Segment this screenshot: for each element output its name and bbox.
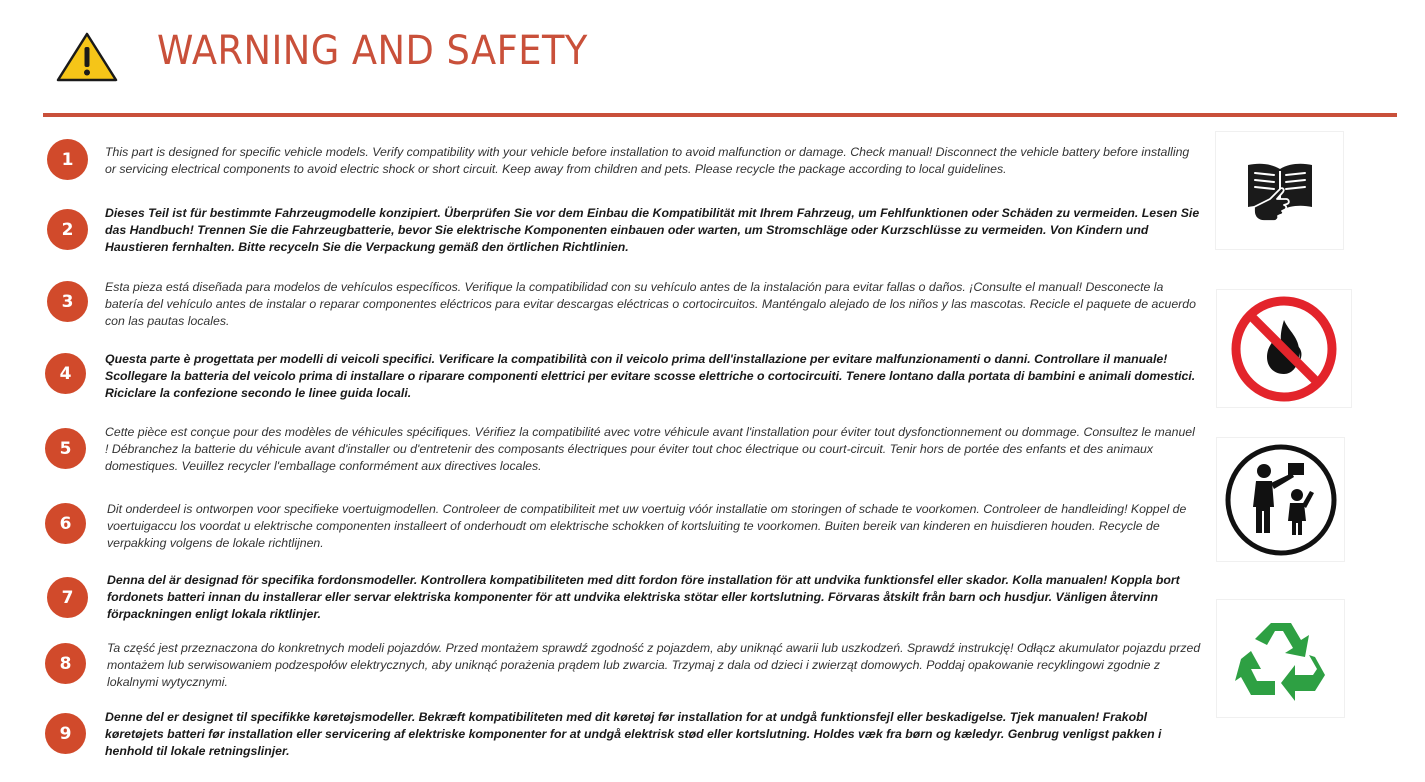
keep-away-from-children-icon [1222, 441, 1340, 559]
item-number-badge: 8 [45, 643, 86, 684]
read-manual-icon-box [1216, 132, 1343, 249]
header [0, 0, 1425, 118]
item-number-badge: 1 [47, 139, 88, 180]
item-text: Cette pièce est conçue pour des modèles de véhicules spécifiques. Vérifiez la compatibilité avec votre véhicule avant l'installation pour éviter tout dysfonctionnement ou dommage. Consultez le manuel ! Débranchez la batterie du véhicule avant d'installer ou d'entretenir des composants électriques pour éviter tout choc électrique ou court-circuit. Tenir hors de portée des enfants et des animaux domestiques. Veuillez recycler l'emballage conformément aux directives locales. [105, 425, 1195, 473]
no-fire-icon-box [1217, 290, 1351, 407]
item-text: Denna del är designad för specifika fordonsmodeller. Kontrollera kompatibiliteten med ditt fordon före installation för att undvika funktionsfel eller skador. Kolla manualen! Koppla bort fordonets batteri innan du installerar eller servar elektriska komponenter för att undvika elektriska stötar eller kortslutning. Förvaras åtskilt från barn och husdjur. Vänligen återvinn förpackningen enligt lokala riktlinjer. [107, 573, 1180, 621]
recycle-icon [1233, 615, 1329, 703]
item-text: Denne del er designet til specifikke køretøjsmodeller. Bekræft kompatibiliteten med dit køretøj før installation for at undgå funktionsfejl eller beskadigelse. Tjek manualen! Frakobl køretøjets batteri før installation eller servicering af elektriske komponenter for at undgå elektrisk stød eller kortslutning. Holdes væk fra børn og kæledyr. Genbrug venligst pakken i henhold til lokale retningslinjer. [105, 710, 1162, 758]
item-text: This part is designed for specific vehicle models. Verify compatibility with your vehicle before installation to avoid malfunction or damage. Check manual! Disconnect the vehicle battery before installing or servicing electrical components to avoid electric shock or short circuit. Keep away from children and pets. Please recycle the package according to local guidelines. [105, 145, 1190, 176]
item-number-badge: 5 [45, 428, 86, 469]
recycle-icon-box [1217, 600, 1344, 717]
item-number-badge: 7 [47, 577, 88, 618]
no-fire-icon [1229, 294, 1339, 404]
item-text: Questa parte è progettata per modelli di veicoli specifici. Verificare la compatibilità con il veicolo prima dell'installazione per evitare malfunzionamenti o danni. Controllare il manuale! Scollegare la batteria del veicolo prima di installare o riparare componenti elettrici per evitare scosse elettriche o cortocircuiti. Tenere lontano dalla portata di bambini e animali domestici. Riciclare la confezione secondo le linee guida locali. [105, 352, 1196, 400]
item-text: Esta pieza está diseñada para modelos de vehículos específicos. Verifique la compatibilidad con su vehículo antes de la instalación para evitar fallas o daños. ¡Consulte el manual! Desconecte la batería del vehículo antes de instalar o reparar componentes eléctricos para evitar descargas eléctricas o cortocircuitos. Manténgalo alejado de los niños y las mascotas. Recicle el paquete de acuerdo con las pautas locales. [105, 280, 1196, 328]
warning-icon-box [48, 23, 126, 91]
item-number-badge: 4 [45, 353, 86, 394]
item-text: Dieses Teil ist für bestimmte Fahrzeugmodelle konzipiert. Überprüfen Sie vor dem Einbau die Kompatibilität mit Ihrem Fahrzeug, um Fehlfunktionen oder Schäden zu vermeiden. Lesen Sie das Handbuch! Trennen Sie die Fahrzeugbatterie, bevor Sie elektrische Komponenten einbauen oder warten, um Stromschläge oder Kurzschlüsse zu vermeiden. Von Kindern und Haustieren fernhalten. Bitte recyceln Sie die Verpackung gemäß den örtlichen Richtlinien. [105, 206, 1200, 254]
item-number-badge: 9 [45, 713, 86, 754]
keep-away-from-children-icon-box [1217, 438, 1344, 561]
warning-triangle-icon [55, 31, 119, 83]
item-number-badge: 3 [47, 281, 88, 322]
item-text: Dit onderdeel is ontworpen voor specifieke voertuigmodellen. Controleer de compatibiliteit met uw voertuig vóór installatie om storingen of schade te voorkomen. Controleer de handleiding! Koppel de voertuigaccu los voordat u elektrische componenten installeert of onderhoudt om elektrische schokken of kortsluiting te voorkomen. Buiten bereik van kinderen en huisdieren houden. Recycle de verpakking volgens de lokale richtlijnen. [107, 502, 1187, 550]
page-title: WARNING AND SAFETY [157, 28, 588, 74]
read-manual-icon [1240, 151, 1320, 231]
header-divider [43, 113, 1397, 117]
item-number-badge: 6 [45, 503, 86, 544]
item-number-badge: 2 [47, 209, 88, 250]
item-text: Ta część jest przeznaczona do konkretnych modeli pojazdów. Przed montażem sprawdź zgodność z pojazdem, aby uniknąć awarii lub uszkodzeń. Sprawdź instrukcję! Odłącz akumulator pojazdu przed montażem lub serwisowaniem podzespołów elektrycznych, aby uniknąć porażenia prądem lub zwarcia. Trzymaj z dala od dzieci i zwierząt domowych. Poddaj opakowanie recyklingowi zgodnie z lokalnymi wytycznymi. [107, 641, 1201, 689]
